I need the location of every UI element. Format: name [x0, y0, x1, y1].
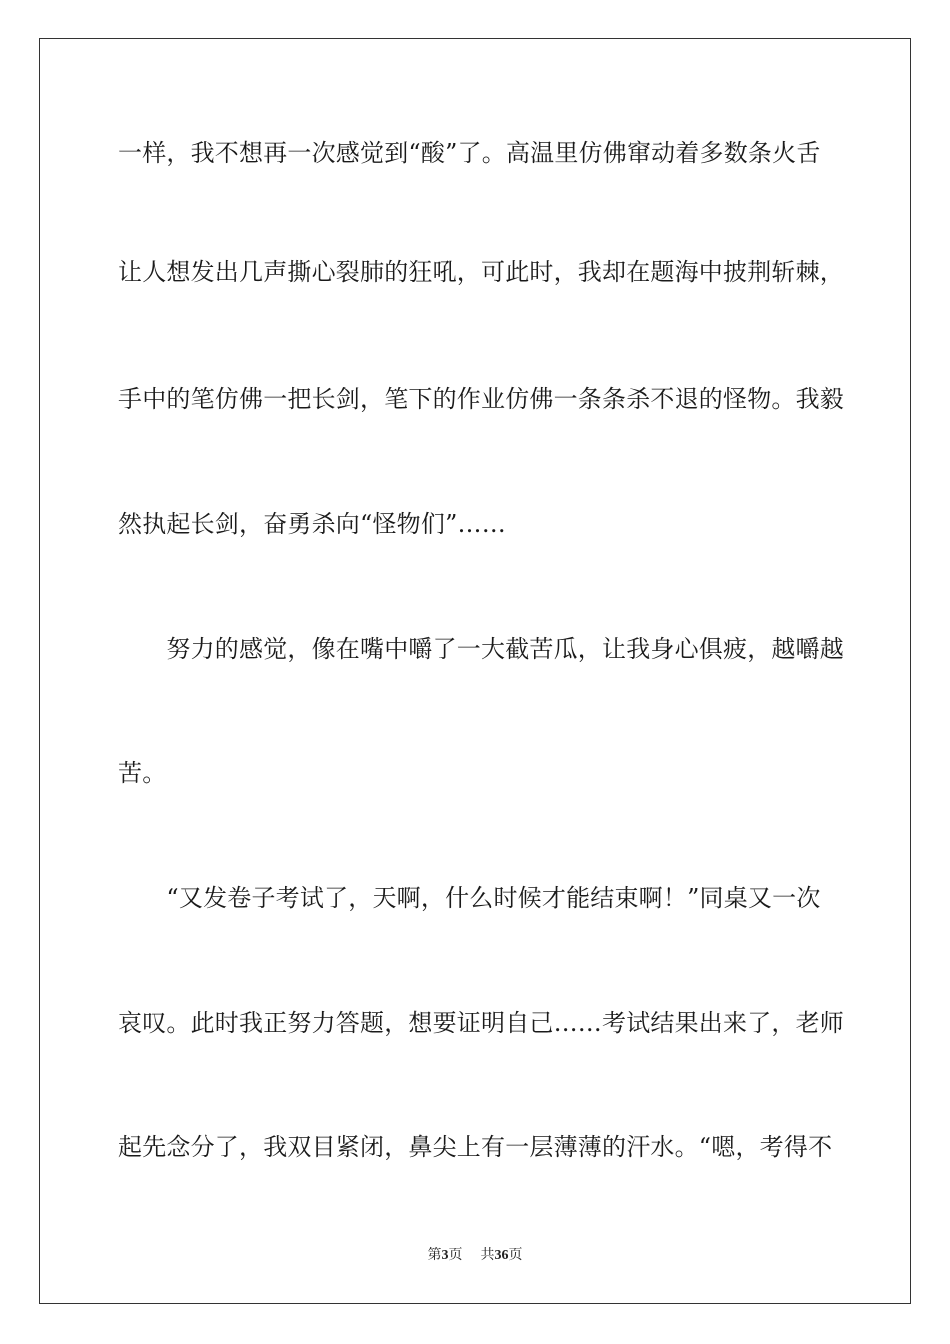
text-line-7: “又发卷子考试了，天啊，什么时候才能结束啊！”同桌又一次: [118, 884, 821, 912]
page-prefix: 第: [427, 1247, 442, 1263]
text-line-3: 手中的笔仿佛一把长剑，笔下的作业仿佛一条条杀不退的怪物。我毅: [118, 385, 844, 413]
text-line-8: 哀叹。此时我正努力答题，想要证明自己……考试结果出来了，老师: [118, 1009, 844, 1037]
total-prefix: 共: [480, 1247, 495, 1263]
text-line-4: 然执起长剑，奋勇杀向“怪物们”……: [118, 510, 506, 538]
page-footer: [0, 1246, 950, 1265]
text-line-2: 让人想发出几声撕心裂肺的狂吼，可此时，我却在题海中披荆斩棘，: [118, 258, 844, 286]
page-suffix: 页: [448, 1247, 463, 1263]
text-line-6: 苦。: [118, 759, 167, 787]
page-number: 3: [441, 1248, 449, 1263]
text-line-5: 努力的感觉，像在嘴中嚼了一大截苦瓜，让我身心俱疲，越嚼越: [118, 635, 844, 663]
text-line-1: 一样，我不想再一次感觉到“酸”了。高温里仿佛窜动着多数条火舌: [118, 139, 821, 167]
page-border: [39, 38, 911, 1304]
text-line-9: 起先念分了，我双目紧闭，鼻尖上有一层薄薄的汗水。“嗯，考得不: [118, 1133, 833, 1161]
total-pages: 36: [494, 1248, 509, 1263]
total-suffix: 页: [508, 1247, 523, 1263]
